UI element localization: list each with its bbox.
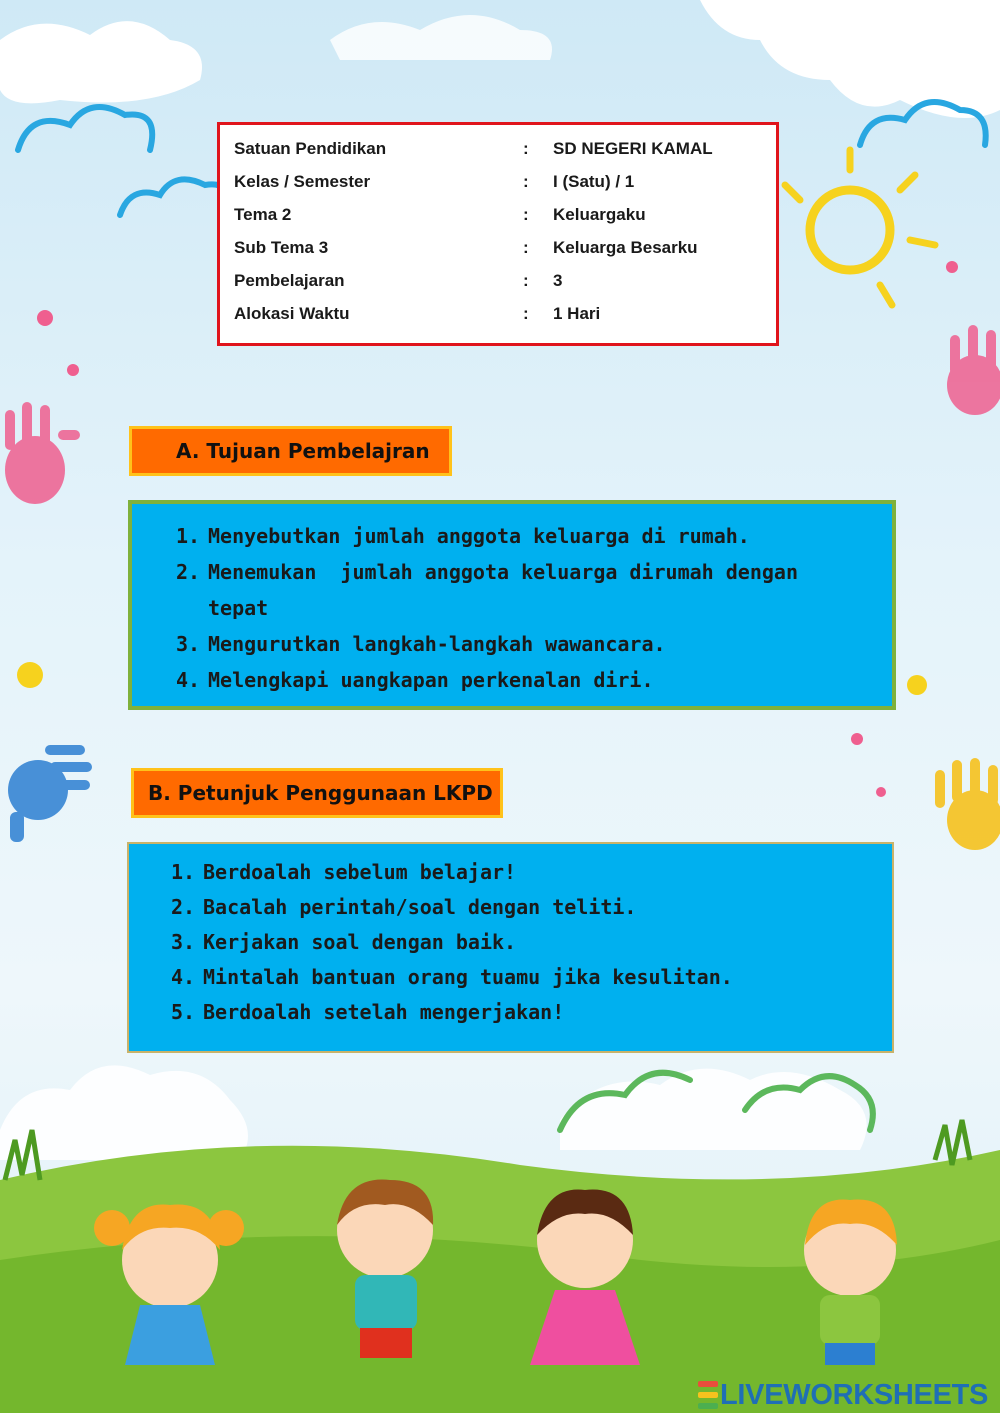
item-number: 2. bbox=[176, 560, 201, 584]
list-item bbox=[171, 855, 871, 890]
item-text: Menyebutkan jumlah anggota keluarga di rumah. bbox=[208, 524, 750, 548]
scribble-cloud-2 bbox=[120, 179, 228, 215]
cloud-top-mid bbox=[330, 15, 552, 60]
info-label: Sub Tema 3 bbox=[234, 238, 329, 257]
item-text: Mintalah bantuan orang tuamu jika kesulitan. bbox=[203, 965, 733, 989]
cloud-top-right bbox=[700, 0, 1000, 118]
list-item bbox=[171, 995, 871, 1030]
item-number: 1. bbox=[171, 860, 196, 884]
info-value: I (Satu) / 1 bbox=[553, 172, 635, 191]
item-text: Berdoalah setelah mengerjakan! bbox=[203, 1000, 565, 1024]
paint-dot bbox=[17, 662, 43, 688]
item-text: Bacalah perintah/soal dengan teliti. bbox=[203, 895, 637, 919]
item-number: 3. bbox=[176, 632, 201, 656]
info-value: Keluargaku bbox=[553, 205, 646, 224]
liveworksheets-logo[interactable] bbox=[698, 1378, 988, 1412]
list-item bbox=[171, 890, 871, 925]
item-number: 2. bbox=[171, 895, 196, 919]
info-label: Satuan Pendidikan bbox=[234, 139, 387, 158]
item-text: Menemukan jumlah anggota keluarga dirumah dengan tepat bbox=[208, 560, 811, 620]
item-text: Melengkapi uangkapan perkenalan diri. bbox=[208, 668, 654, 692]
info-value: SD NEGERI KAMAL bbox=[553, 139, 713, 158]
handprint-pink-left bbox=[5, 402, 80, 504]
list-item bbox=[176, 662, 876, 698]
item-number: 3. bbox=[171, 930, 196, 954]
section-a-heading: A. Tujuan Pembelajran bbox=[129, 426, 452, 476]
cloud-lower-left bbox=[0, 1065, 248, 1160]
item-text: Kerjakan soal dengan baik. bbox=[203, 930, 517, 954]
handprint-pink-right bbox=[947, 325, 1000, 415]
list-item bbox=[176, 626, 876, 662]
info-label: Tema 2 bbox=[234, 205, 292, 224]
info-colon: : bbox=[523, 205, 529, 224]
paint-dot bbox=[37, 310, 53, 326]
paint-dot bbox=[876, 787, 886, 797]
item-number: 5. bbox=[171, 1000, 196, 1024]
item-text: Mengurutkan langkah-langkah wawancara. bbox=[208, 632, 666, 656]
info-label: Kelas / Semester bbox=[234, 172, 371, 191]
paint-dot bbox=[907, 675, 927, 695]
item-number: 4. bbox=[176, 668, 201, 692]
learning-objectives-list bbox=[176, 518, 876, 698]
cloud-lower-right bbox=[560, 1069, 867, 1150]
usage-instructions-list bbox=[171, 855, 871, 1030]
item-number: 4. bbox=[171, 965, 196, 989]
usage-instructions-box bbox=[127, 842, 894, 1053]
info-label: Pembelajaran bbox=[234, 271, 345, 290]
info-colon: : bbox=[523, 139, 529, 158]
paint-dot bbox=[851, 733, 863, 745]
list-item bbox=[171, 960, 871, 995]
list-item bbox=[176, 554, 876, 626]
handprint-blue-left bbox=[8, 745, 92, 842]
logo-icon bbox=[698, 1381, 718, 1409]
info-colon: : bbox=[523, 271, 529, 290]
paint-dot bbox=[946, 261, 958, 273]
cloud-top-left bbox=[0, 21, 202, 103]
info-colon: : bbox=[523, 304, 529, 323]
identity-table bbox=[217, 122, 779, 346]
item-number: 1. bbox=[176, 524, 201, 548]
logo-text: LIVEWORKSHEETS bbox=[720, 1378, 989, 1411]
paint-dot bbox=[67, 364, 79, 376]
section-b-heading: B. Petunjuk Penggunaan LKPD bbox=[131, 768, 503, 818]
scribble-cloud-1 bbox=[18, 107, 152, 150]
list-item bbox=[171, 925, 871, 960]
info-value: 3 bbox=[553, 271, 563, 290]
info-label: Alokasi Waktu bbox=[234, 304, 350, 323]
info-colon: : bbox=[523, 238, 529, 257]
item-text: Berdoalah sebelum belajar! bbox=[203, 860, 517, 884]
info-value: Keluarga Besarku bbox=[553, 238, 698, 257]
info-colon: : bbox=[523, 172, 529, 191]
info-value: 1 Hari bbox=[553, 304, 601, 323]
handprint-yellow-right bbox=[935, 758, 1000, 850]
learning-objectives-box bbox=[128, 500, 896, 710]
sun bbox=[810, 190, 890, 270]
list-item bbox=[176, 518, 876, 554]
